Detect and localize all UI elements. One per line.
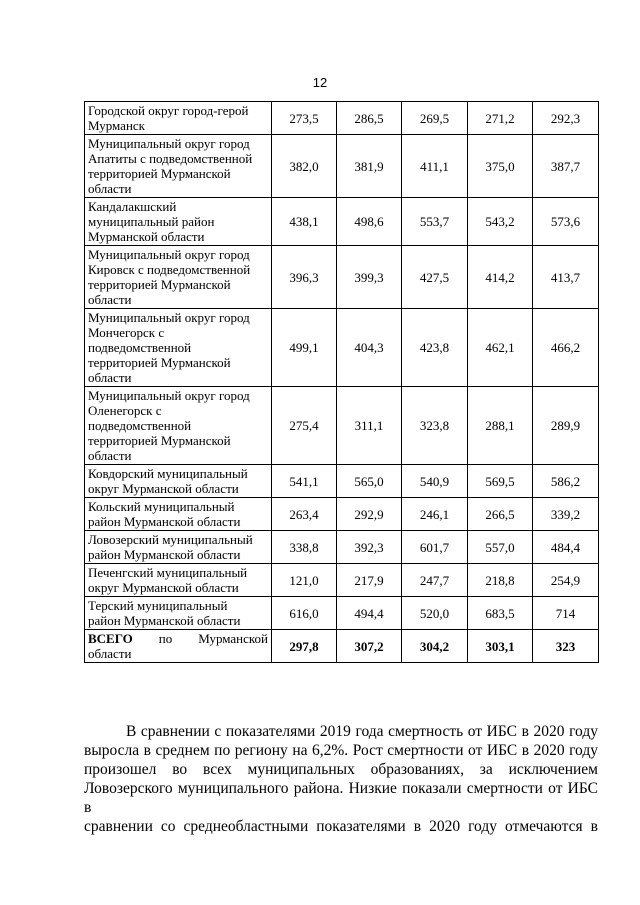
table-cell: 121,0 [272, 564, 337, 597]
table-cell: 392,3 [337, 531, 402, 564]
row-label-line: территорией Мурманской [88, 355, 231, 370]
row-label-line: территорией Мурманской [88, 166, 231, 181]
table-row [85, 309, 599, 387]
row-label-line: Мурманской области [88, 229, 205, 244]
table-cell: 266,5 [468, 498, 533, 531]
table-row [85, 465, 599, 498]
paragraph-line: выросла в среднем по региону на 6,2%. Рост смертности от ИБС в 2020 году [84, 742, 598, 759]
table-cell: 499,1 [272, 309, 337, 387]
table-cell: 569,5 [468, 465, 533, 498]
row-label-line: области [88, 448, 132, 463]
table-row [85, 597, 599, 630]
table-cell: 616,0 [272, 597, 337, 630]
table-cell: 462,1 [468, 309, 533, 387]
table-cell: 565,0 [337, 465, 402, 498]
row-label-line: Муниципальный округ город [88, 136, 250, 151]
total-cell: 323 [533, 630, 599, 663]
row-label-line: муниципальный район [88, 214, 215, 229]
row-label-line: Муниципальный округ город [88, 310, 250, 325]
table-cell: 288,1 [468, 387, 533, 465]
row-label-line: области [88, 181, 132, 196]
table-row [85, 135, 599, 198]
row-label-line: Оленегорск с [88, 403, 162, 418]
row-label [85, 531, 272, 564]
table-row [85, 564, 599, 597]
row-label [85, 387, 272, 465]
table-cell: 382,0 [272, 135, 337, 198]
table-cell: 292,9 [337, 498, 402, 531]
table-cell: 498,6 [337, 198, 402, 246]
table-cell: 286,5 [337, 102, 402, 135]
table-cell: 466,2 [533, 309, 599, 387]
table-cell: 217,9 [337, 564, 402, 597]
table-cell: 438,1 [272, 198, 337, 246]
total-cell: 303,1 [468, 630, 533, 663]
table-cell: 683,5 [468, 597, 533, 630]
row-label-line: район Мурманской области [88, 547, 241, 562]
row-label-line: Муниципальный округ город [88, 388, 250, 403]
table-cell: 381,9 [337, 135, 402, 198]
table-cell: 494,4 [337, 597, 402, 630]
row-label-line: территорией Мурманской [88, 277, 231, 292]
row-label [85, 198, 272, 246]
row-label [85, 564, 272, 597]
row-label-line: округ Мурманской области [88, 481, 239, 496]
paragraph-line: сравнении со среднеобластными показателями в 2020 году отмечаются в [84, 818, 598, 835]
table-cell: 601,7 [402, 531, 468, 564]
row-label-line: Ловозерский муниципальный [88, 532, 253, 547]
row-label-line: Кандалакшский [88, 199, 177, 214]
table-row [85, 387, 599, 465]
table-cell: 573,6 [533, 198, 599, 246]
row-label [85, 498, 272, 531]
table-cell: 254,9 [533, 564, 599, 597]
table-cell: 275,4 [272, 387, 337, 465]
table-cell: 413,7 [533, 246, 599, 309]
table-cell: 387,7 [533, 135, 599, 198]
table-cell: 246,1 [402, 498, 468, 531]
row-label [85, 465, 272, 498]
table-cell: 484,4 [533, 531, 599, 564]
row-label [85, 246, 272, 309]
table-cell: 292,3 [533, 102, 599, 135]
table-cell: 339,2 [533, 498, 599, 531]
row-label-line: Мончегорск с [88, 325, 165, 340]
row-label-line: район Мурманской области [88, 613, 241, 628]
total-label [85, 630, 272, 663]
table-cell: 218,8 [468, 564, 533, 597]
row-label-line: области [88, 292, 132, 307]
table-row [85, 198, 599, 246]
row-label [85, 597, 272, 630]
row-label-line: Печенгский муниципальный [88, 565, 248, 580]
total-label-word: по [158, 631, 173, 646]
total-cell: 307,2 [337, 630, 402, 663]
table-row [85, 498, 599, 531]
row-label-line: Кольский муниципальный [88, 499, 235, 514]
paragraph-line: В сравнении с показателями 2019 года смертность от ИБС в 2020 году [126, 723, 598, 740]
row-label-line: район Мурманской области [88, 514, 241, 529]
table-cell: 271,2 [468, 102, 533, 135]
table-cell: 540,9 [402, 465, 468, 498]
row-label-line: Городской округ город-герой [88, 103, 249, 118]
table-cell: 520,0 [402, 597, 468, 630]
table-cell: 338,8 [272, 531, 337, 564]
table-cell: 541,1 [272, 465, 337, 498]
table-cell: 323,8 [402, 387, 468, 465]
row-label-line: подведомственной [88, 340, 192, 355]
table-row [85, 102, 599, 135]
total-label-word: ВСЕГО [88, 631, 133, 646]
table-cell: 411,1 [402, 135, 468, 198]
table-cell: 423,8 [402, 309, 468, 387]
table-cell: 263,4 [272, 498, 337, 531]
table-cell: 586,2 [533, 465, 599, 498]
table-cell: 714 [533, 597, 599, 630]
row-label-line: Ковдорский муниципальный [88, 466, 248, 481]
table-cell: 543,2 [468, 198, 533, 246]
body-paragraph [84, 722, 598, 836]
paragraph-line: Ловозерского муниципального района. Низкие показали смертности от ИБС в [84, 780, 598, 816]
table-cell: 399,3 [337, 246, 402, 309]
table-cell: 414,2 [468, 246, 533, 309]
table-cell: 375,0 [468, 135, 533, 198]
table-cell: 557,0 [468, 531, 533, 564]
row-label-line: области [88, 370, 132, 385]
row-label-line: Терский муниципальный [88, 598, 228, 613]
table-row [85, 531, 599, 564]
row-label [85, 309, 272, 387]
row-label-line: Муниципальный округ город [88, 247, 250, 262]
table-cell: 311,1 [337, 387, 402, 465]
table-cell: 289,9 [533, 387, 599, 465]
total-cell: 297,8 [272, 630, 337, 663]
table-cell: 396,3 [272, 246, 337, 309]
table-cell: 273,5 [272, 102, 337, 135]
row-label-line: территорией Мурманской [88, 433, 231, 448]
table-cell: 247,7 [402, 564, 468, 597]
paragraph-line: произошел во всех муниципальных образованиях, за исключением [84, 761, 598, 778]
row-label [85, 135, 272, 198]
table-cell: 269,5 [402, 102, 468, 135]
table-row [85, 246, 599, 309]
total-row [85, 630, 599, 663]
total-cell: 304,2 [402, 630, 468, 663]
row-label [85, 102, 272, 135]
row-label-line: подведомственной [88, 418, 192, 433]
total-label-word: Мурманской [198, 631, 268, 646]
row-label-line: Кировск с подведомственной [88, 262, 251, 277]
table-cell: 404,3 [337, 309, 402, 387]
row-label-line: Мурманск [88, 118, 145, 133]
table-cell: 427,5 [402, 246, 468, 309]
row-label-line: округ Мурманской области [88, 580, 239, 595]
mortality-table [84, 101, 599, 663]
row-label-line: Апатиты с подведомственной [88, 151, 253, 166]
table-cell: 553,7 [402, 198, 468, 246]
total-label-line2: области [88, 646, 132, 661]
page-number: 12 [312, 75, 328, 90]
